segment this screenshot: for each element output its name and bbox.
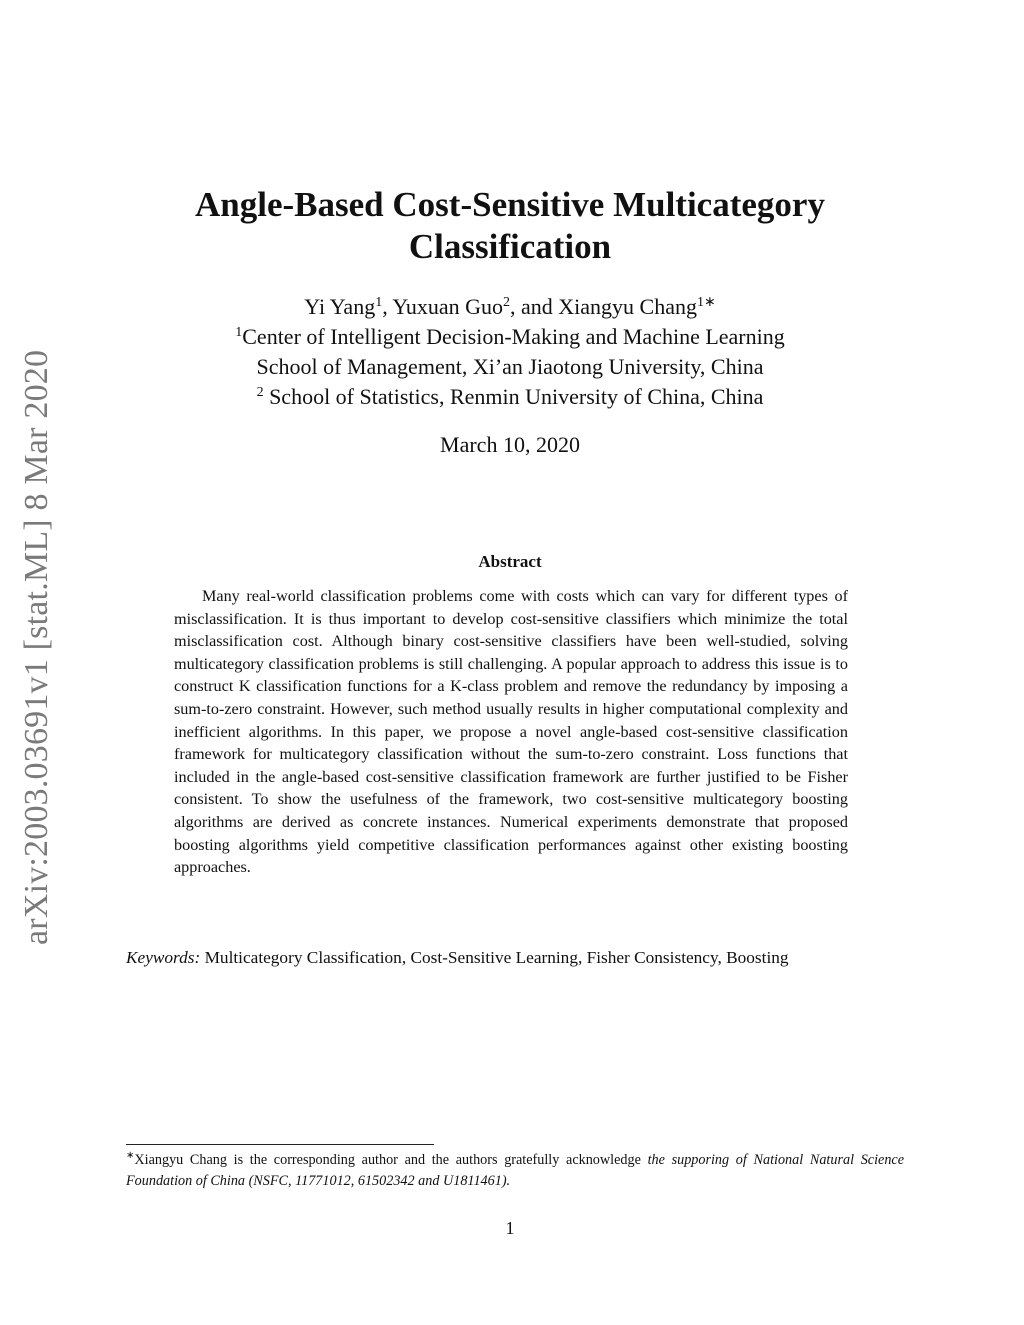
author-2-name: , Yuxuan Guo (382, 294, 503, 319)
keywords-label: Keywords: (126, 948, 201, 967)
title-line-2: Classification (408, 227, 612, 266)
author-1-mark: 1 (375, 295, 383, 310)
affiliation-2-text: School of Statistics, Renmin University of China, China (263, 384, 764, 409)
footnote-divider (126, 1144, 434, 1145)
affiliation-2 (100, 382, 920, 412)
affiliation-1-line-1: Center of Intelligent Decision-Making and Machine Learning (242, 324, 785, 349)
paper-date: March 10, 2020 (440, 432, 580, 457)
title-line-1: Angle-Based Cost-Sensitive Multicategory (195, 185, 825, 224)
affiliation-1-mark: 1 (235, 325, 243, 340)
author-block (100, 292, 920, 412)
keywords (126, 946, 904, 970)
paper-title (100, 184, 920, 268)
author-3-name: , and Xiangyu Chang (510, 294, 697, 319)
keywords-text: Multicategory Classification, Cost-Sensitive Learning, Fisher Consistency, Boosting (200, 948, 789, 967)
footnote (126, 1150, 904, 1192)
author-list (100, 292, 920, 322)
footnote-text: Xiangyu Chang is the corresponding author and the authors gratefully acknowledge (134, 1152, 648, 1168)
footnote-italic-text: the supporing of National Natural Science Foundation of China (NSFC, 11771012, 61502342 and U1811461). (126, 1152, 905, 1189)
footnote-mark: ∗ (126, 1150, 135, 1161)
abstract-heading: Abstract (478, 552, 542, 571)
author-2-mark: 2 (503, 295, 510, 310)
author-1-name: Yi Yang (304, 294, 376, 319)
affiliation-2-mark: 2 (256, 385, 264, 400)
abstract-text: Many real-world classification problems come with costs which can vary for different types of misclassification. It is thus important to develop cost-sensitive classifiers which minimize the total misclassification cost. Although binary cost-sensitive classifiers have been well-studied, solving multicategory classification problems is still challenging. A popular approach to address this issue is to construct K classification functions for a K-class problem and remove the redundancy by imposing a sum-to-zero constraint. However, such method usually results in higher computational complexity and inefficient algorithms. In this paper, we propose a novel angle-based cost-sensitive classification framework for multicategory classification without the sum-to-zero constraint. Loss functions that included in the angle-based cost-sensitive classification framework are further justified to be Fisher consistent. To show the usefulness of the framework, two cost-sensitive multicategory boosting algorithms are derived as concrete instances. Numerical experiments demonstrate that proposed boosting algorithms yield competitive classification performances against other existing boosting approaches. (174, 587, 848, 877)
page-number: 1 (505, 1218, 515, 1238)
affiliation-1 (100, 322, 920, 352)
arxiv-identifier: arXiv:2003.03691v1 [stat.ML] 8 Mar 2020 (18, 349, 55, 945)
author-3-mark: 1∗ (696, 295, 716, 310)
affiliation-1-line-2: School of Management, Xi’an Jiaotong University, China (256, 354, 764, 379)
